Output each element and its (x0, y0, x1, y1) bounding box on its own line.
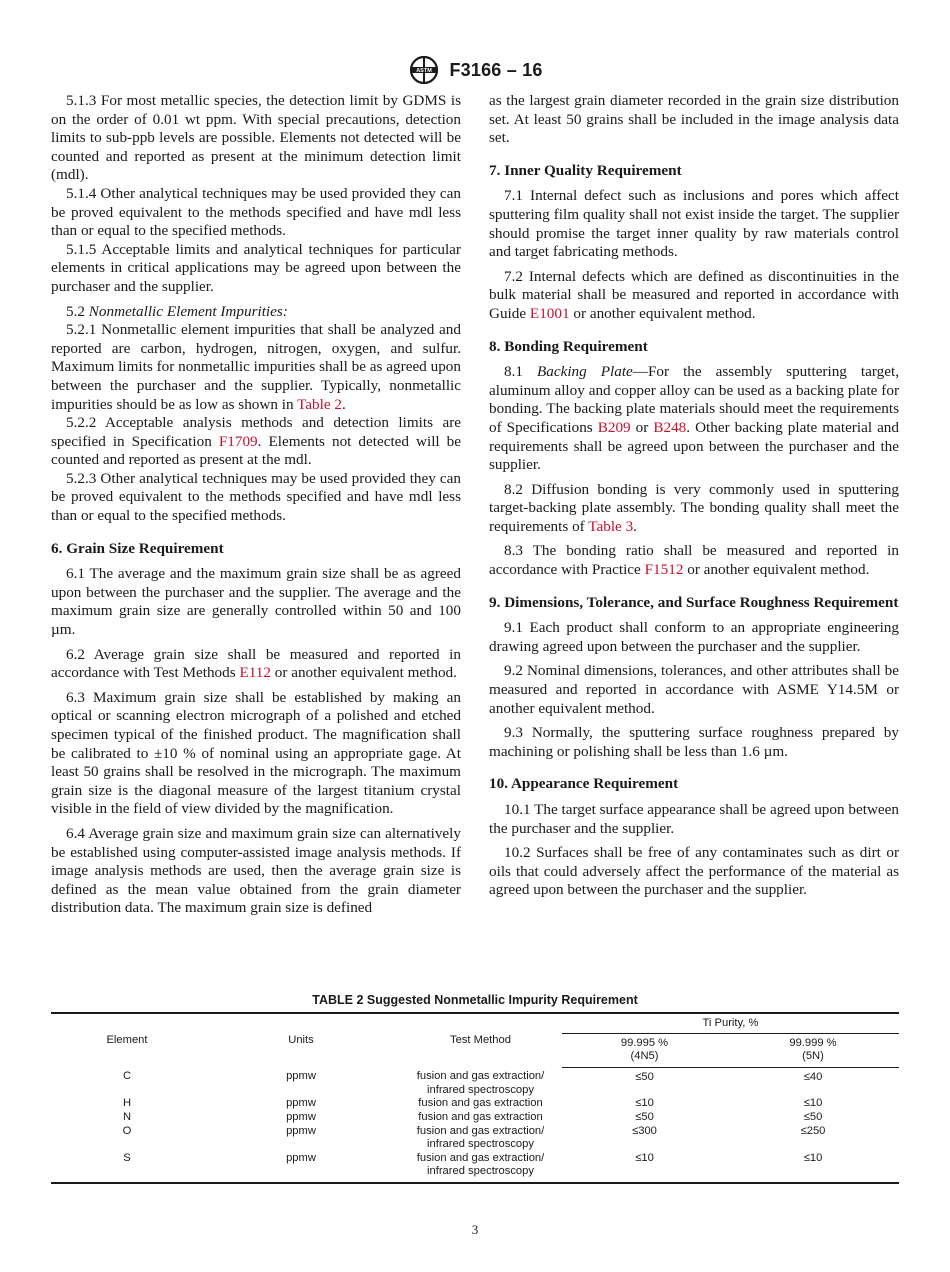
paragraph-8-2: 8.2 Diffusion bonding is very commonly used in sputtering target-backing plate assembly. The bonding quality shall meet the requirements of Table 3. (489, 480, 899, 535)
table-row: S ppmw fusion and gas extraction/ infrared spectroscopy ≤10 ≤10 (51, 1152, 899, 1183)
paragraph-7-1: 7.1 Internal defect such as inclusions and pores which affect sputtering film quality shall not exist inside the target. The supplier should promise the target inner quality by raw materials control and target fabricating methods. (489, 187, 899, 261)
page-number: 3 (471, 1222, 479, 1237)
paragraph-6-2: 6.2 Average grain size shall be measured and reported in accordance with Test Methods E112 or another equivalent method. (51, 645, 461, 682)
section-10-heading: 10. Appearance Requirement (489, 775, 679, 793)
table-row: N ppmw fusion and gas extraction ≤50 ≤50 (122, 1111, 823, 1124)
header-5n: 99.999 % (5N) (727, 1033, 899, 1067)
paragraph-9-1: 9.1 Each product shall conform to an appropriate engineering drawing agreed upon between the purchaser and the supplier. (489, 619, 899, 655)
left-column (51, 92, 461, 918)
table-row: C ppmw fusion and gas extraction/ infrared spectroscopy ≤50 ≤40 (122, 1070, 823, 1096)
paragraph-number: 5.2 (66, 302, 89, 320)
paragraph-8-1: 8.1 Backing Plate—For the assembly sputtering target, aluminum alloy and copper alloy can be used as a backing plate for bonding. The backing plate materials should meet the requirements of Specifications B209 or B248. Other backing plate material and requirements shall be agreed upon between the purchaser and the supplier. (489, 363, 899, 474)
paragraph-6-3: 6.3 Maximum grain size shall be established by making an optical or scanning electron micrograph of a polished and etched specimen typical of the finished product. The magnification shall be calibrated to ±10 % of nominal using an appropriate gage. At least 50 grains shall be resolved in the micrograph. The maximum grain size is the diagonal measure of the largest titanium crystal visible in the field of view divided by the magnification. (51, 688, 461, 818)
section-title-italic: Nonmetallic Element Impurities: (88, 302, 288, 320)
table-caption: TABLE 2 Suggested Nonmetallic Impurity Requirement (312, 993, 638, 1007)
paragraph-6-1: 6.1 The average and the maximum grain size shall be as agreed upon between the purchaser and the supplier. The average and the maximum grain size are generally controlled within 50 and 100 µm. (51, 565, 461, 639)
f1512-link[interactable]: F1512 (644, 561, 684, 579)
section-8-heading: 8. Bonding Requirement (489, 337, 648, 355)
svg-text:ASTM: ASTM (416, 68, 433, 74)
page-header (0, 52, 950, 88)
header-test-method: Test Method (399, 1013, 562, 1067)
e112-link[interactable]: E112 (239, 664, 271, 682)
impurity-table (51, 1012, 899, 1184)
document-id: F3166 – 16 (449, 59, 543, 80)
table-row: H ppmw fusion and gas extraction ≤10 ≤10 (122, 1097, 823, 1110)
header-4n5: 99.995 % (4N5) (562, 1033, 727, 1067)
paragraph-5-2 (51, 303, 461, 322)
right-column (489, 92, 899, 900)
paragraph-9-3: 9.3 Normally, the sputtering surface roughness prepared by machining or polishing shall be less than 1.6 µm. (489, 724, 899, 760)
section-9-heading: 9. Dimensions, Tolerance, and Surface Roughness Requirement (489, 593, 899, 611)
paragraph-7-2: 7.2 Internal defects which are defined as discontinuities in the bulk material shall be measured and reported in accordance with Guide E1001 or another equivalent method. (489, 267, 899, 322)
f1709-link[interactable]: F1709 (218, 432, 258, 450)
section-6-heading: 6. Grain Size Requirement (51, 539, 224, 557)
paragraph-5-2-1: 5.2.1 Nonmetallic element impurities that shall be analyzed and reported are carbon, hydrogen, nitrogen, oxygen, and sulfur. Maximum limits for nonmetallic impurities shall be as agreed upon between the purchaser and the supplier. Typically, nonmetallic impurities should be as low as shown in Table 2. (51, 321, 461, 413)
table-3-link[interactable]: Table 3 (588, 517, 634, 535)
section-7-heading: 7. Inner Quality Requirement (489, 161, 682, 179)
paragraph-6-4: 6.4 Average grain size and maximum grain size can alternatively be established using computer-assisted image analysis methods. If image analysis methods are used, then the average grain size is defined as the mean value obtained from the grain diameter distribution data. The maximum grain size is defined (51, 824, 461, 917)
table-row: O ppmw fusion and gas extraction/ infrared spectroscopy ≤300 ≤250 (122, 1124, 826, 1151)
astm-logo-icon (407, 55, 441, 85)
paragraph-9-2: 9.2 Nominal dimensions, tolerances, and other attributes shall be measured and reported in accordance with ASME Y14.5M or another equivalent method. (489, 662, 899, 717)
paragraph-6-4-continued: as the largest grain diameter recorded in the grain size distribution set. At least 50 grains shall be included in the image analysis data set. (489, 92, 899, 147)
paragraph-5-1-4: 5.1.4 Other analytical techniques may be used provided they can be proved equivalent to the methods specified and have mdl less than or equal to the specified methods. (51, 184, 461, 240)
header-units: Units (203, 1013, 399, 1067)
b248-link[interactable]: B248 (653, 418, 687, 436)
paragraph-5-1-3: 5.1.3 For most metallic species, the detection limit by GDMS is on the order of 0.01 wt ppm. With special precautions, detection limits to sub-ppb levels are possible. Elements not detected will be counted and reported as present at the minimum detection limit (mdl). (51, 92, 461, 184)
paragraph-10-2: 10.2 Surfaces shall be free of any contaminates such as dirt or oils that could adversely affect the performance of the material as agreed upon between the purchaser and the supplier. (489, 844, 899, 899)
header-element: Element (51, 1013, 203, 1067)
paragraph-5-2-3: 5.2.3 Other analytical techniques may be used provided they can be proved equivalent to the methods specified and have mdl less than or equal to the specified methods. (51, 469, 461, 525)
paragraph-8-3: 8.3 The bonding ratio shall be measured and reported in accordance with Practice F1512 or another equivalent method. (489, 542, 899, 579)
e1001-link[interactable]: E1001 (529, 304, 570, 322)
header-ti-purity: Ti Purity, % (562, 1013, 899, 1033)
paragraph-10-1: 10.1 The target surface appearance shall be agreed upon between the purchaser and the supplier. (489, 801, 899, 837)
table-2-link[interactable]: Table 2 (297, 395, 342, 413)
paragraph-5-1-5: 5.1.5 Acceptable limits and analytical techniques for particular elements in critical applications may be agreed upon between the purchaser and the supplier. (51, 240, 461, 295)
b209-link[interactable]: B209 (597, 418, 631, 436)
paragraph-5-2-2: 5.2.2 Acceptable analysis methods and detection limits are specified in Specification F1709. Elements not detected will be counted and reported as present at the mdl. (51, 414, 461, 469)
